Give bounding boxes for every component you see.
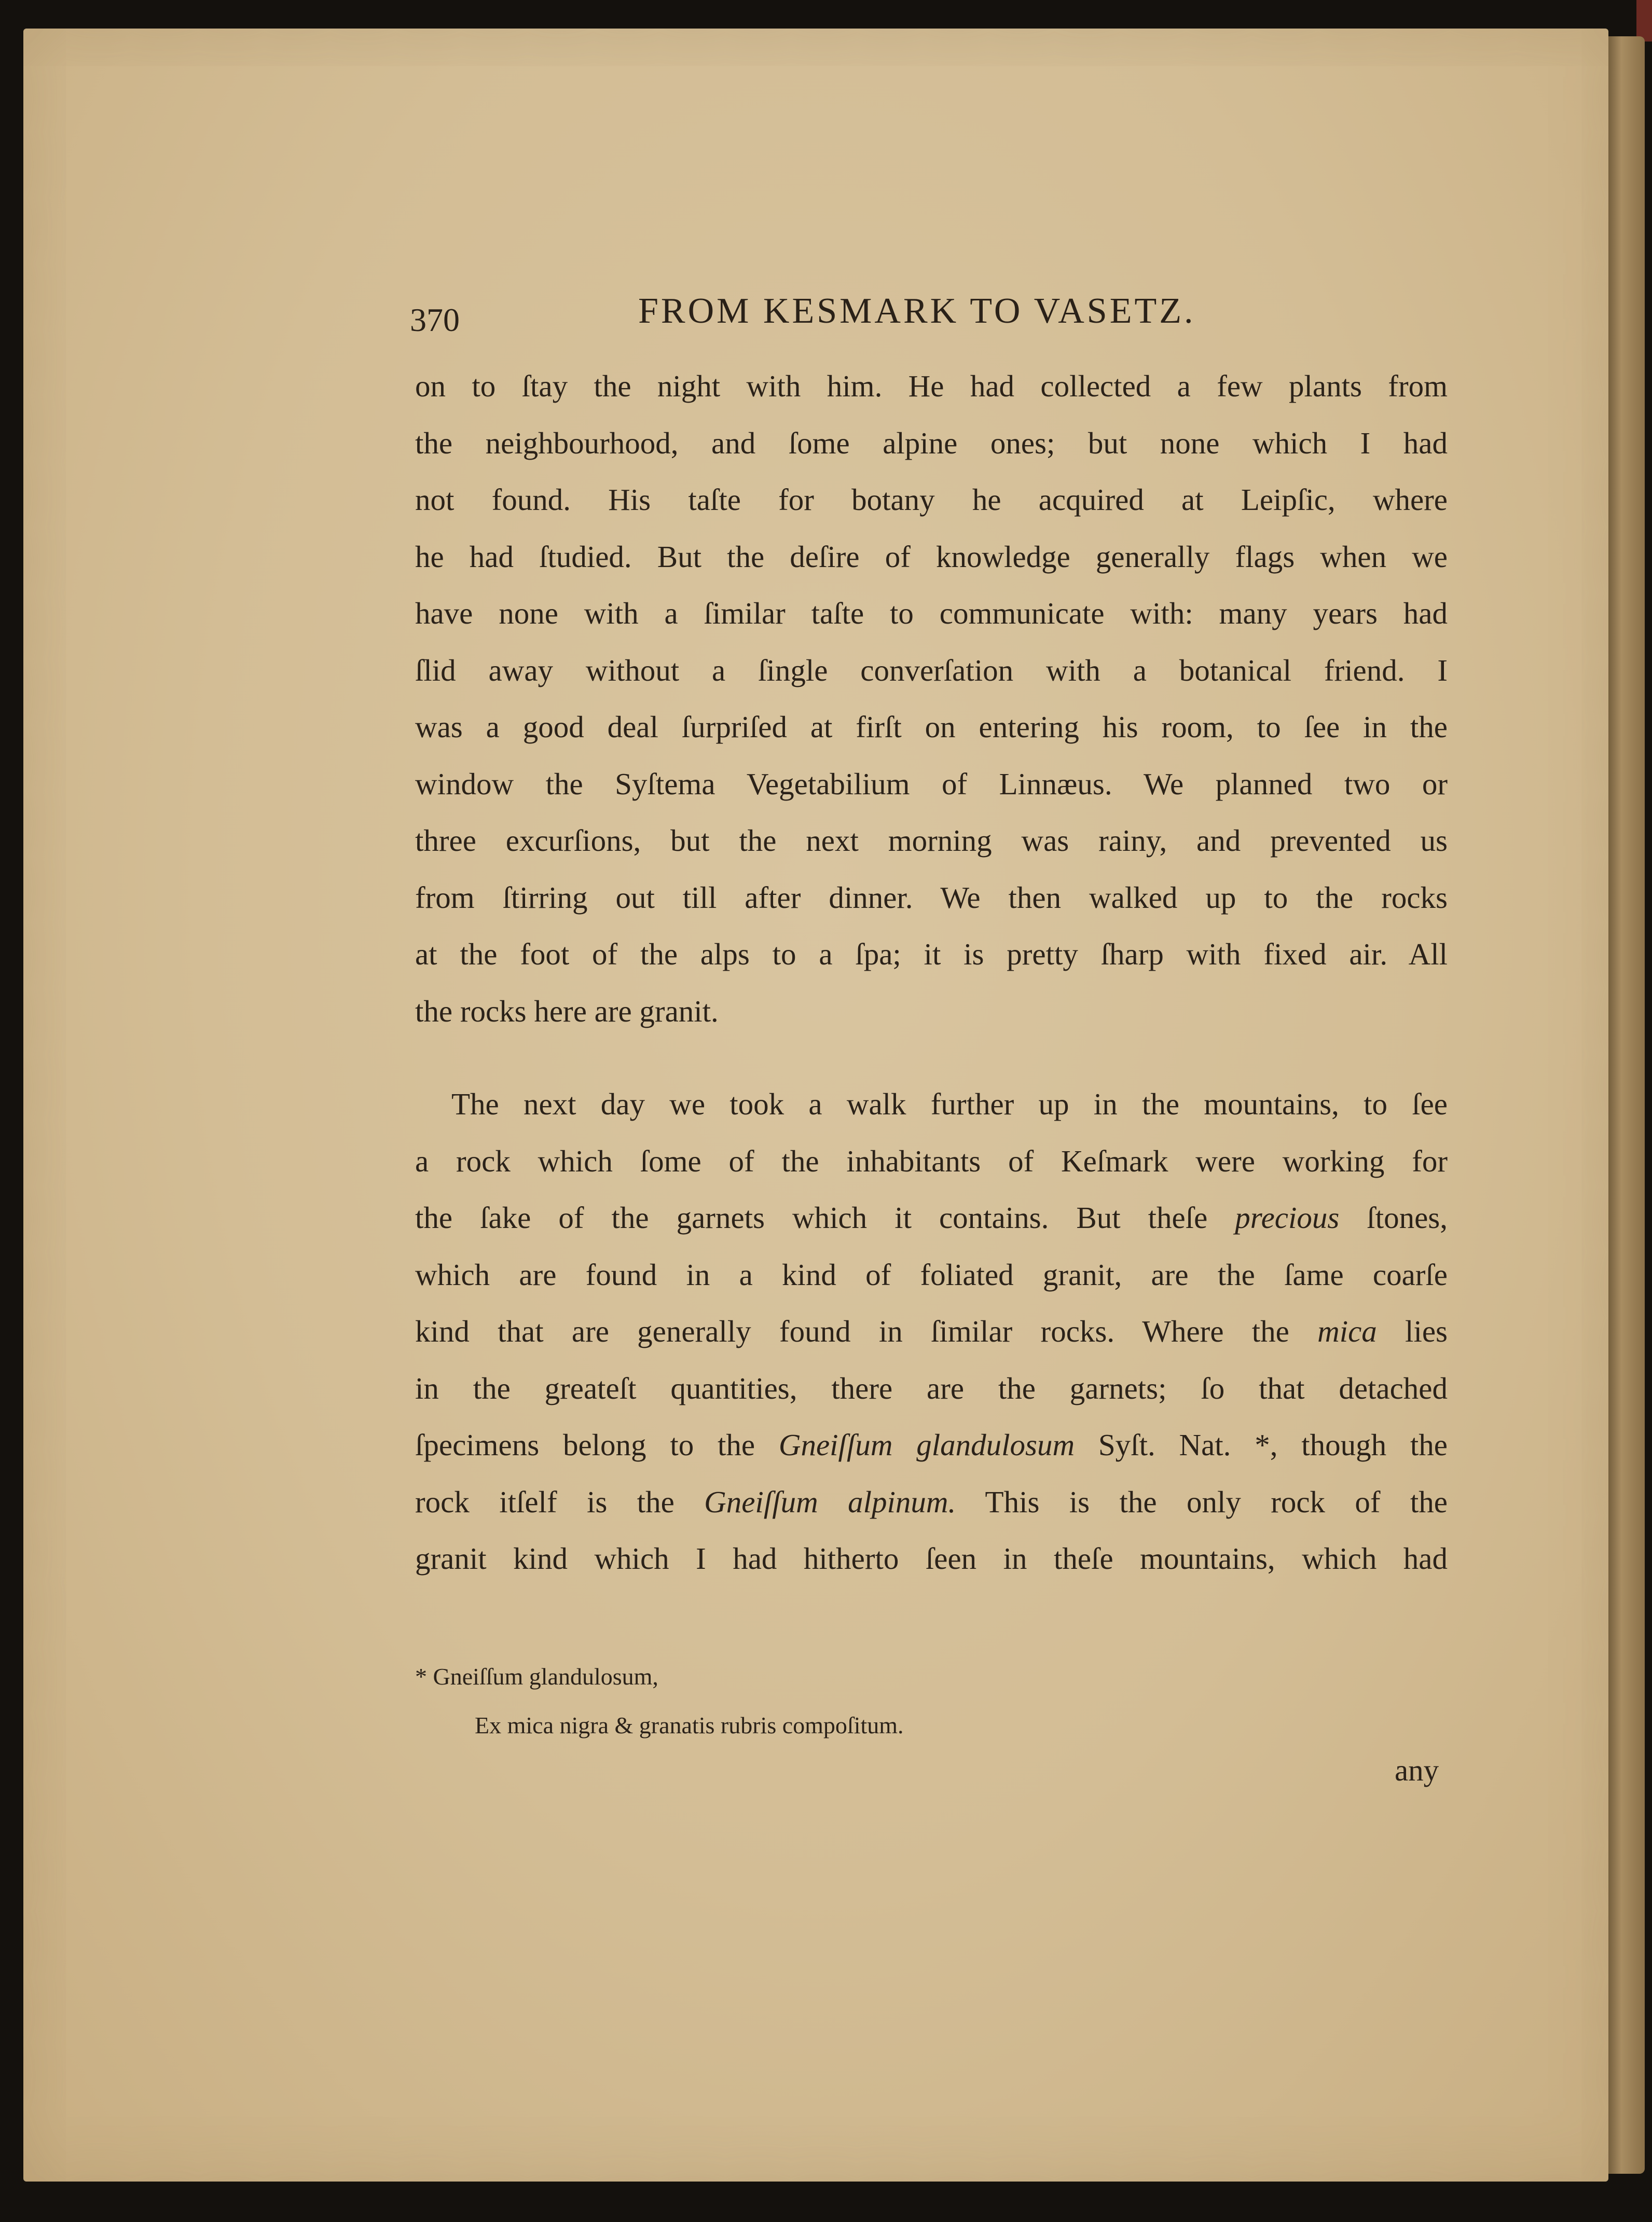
text-line: the neighbourhood, and ſome alpine ones; but none which I had [415, 425, 1448, 460]
text-line: ſlid away without a ſingle converſation with a botanical friend. I [415, 653, 1448, 687]
text-line [415, 1474, 1448, 1531]
footnote-line: * Gneiſſum glandulosum, [415, 1663, 658, 1690]
text-line: at the foot of the alps to a ſpa; it is pretty ſharp with fixed air. All [415, 937, 1448, 971]
page-title: FROM KESMARK TO VASETZ. [638, 291, 1196, 331]
text-line: have none with a ſimilar taſte to communicate with: many years had [415, 596, 1448, 630]
page-number: 370 [410, 301, 460, 338]
text-line: window the Syſtema Vegetabilium of Linnæus. We planned two or [415, 766, 1448, 801]
text-line: granit kind which I had hitherto ſeen in theſe mountains, which had [415, 1541, 1448, 1576]
text-run: rock itſelf is the [415, 1484, 705, 1519]
text-run: ſpecimens belong to the [415, 1428, 779, 1462]
text-line: the rocks here are granit. [415, 993, 719, 1028]
text-run: ſtones, [1339, 1200, 1448, 1235]
text-line: not found. His taſte for botany he acquired at Leipſic, where [415, 482, 1448, 517]
text-line: a rock which ſome of the inhabitants of Keſmark were working for [415, 1143, 1448, 1178]
paragraph-2 [415, 1076, 1448, 1588]
body-text [415, 358, 1448, 1588]
italic-term: precious [1235, 1200, 1340, 1235]
text-line: The next day we took a walk further up in the mountains, to ſee [451, 1087, 1448, 1121]
footnote-line: Ex mica nigra & granatis rubris compoſitum. [475, 1712, 904, 1738]
text-run: the ſake of the garnets which it contains. But theſe [415, 1200, 1235, 1235]
text-line: was a good deal ſurpriſed at firſt on entering his room, to ſee in the [415, 710, 1448, 744]
italic-term: Gneiſſum glandulosum [778, 1428, 1075, 1462]
page-edge-stack [1606, 36, 1645, 2174]
text-run: This is the only rock of the [956, 1484, 1448, 1519]
footnote [415, 1652, 1448, 1750]
paragraph-1 [415, 358, 1448, 1040]
text-line: from ſtirring out till after dinner. We then walked up to the rocks [415, 880, 1448, 915]
text-line: he had ſtudied. But the deſire of knowledge generally flags when we [415, 539, 1448, 574]
binding-corner [1636, 0, 1652, 42]
text-run: Syſt. Nat. *, though the [1075, 1428, 1448, 1462]
text-line: on to ſtay the night with him. He had collected a few plants from [415, 369, 1448, 403]
text-run: lies [1376, 1314, 1448, 1348]
catchword: any [1395, 1753, 1439, 1787]
text-line: three excurſions, but the next morning was rainy, and prevented us [415, 823, 1448, 858]
text-line: which are found in a kind of foliated granit, are the ſame coarſe [415, 1257, 1448, 1292]
running-head [410, 291, 1448, 348]
paragraph-gap [415, 1040, 1448, 1076]
text-line: in the greateſt quantities, there are the garnets; ſo that detached [415, 1371, 1448, 1405]
italic-term: Gneiſſum alpinum. [704, 1484, 956, 1519]
text-line [415, 1417, 1448, 1474]
text-run: kind that are generally found in ſimilar rocks. Where the [415, 1314, 1318, 1348]
text-line [415, 1190, 1448, 1247]
text-line [415, 1303, 1448, 1360]
italic-term: mica [1317, 1314, 1377, 1348]
